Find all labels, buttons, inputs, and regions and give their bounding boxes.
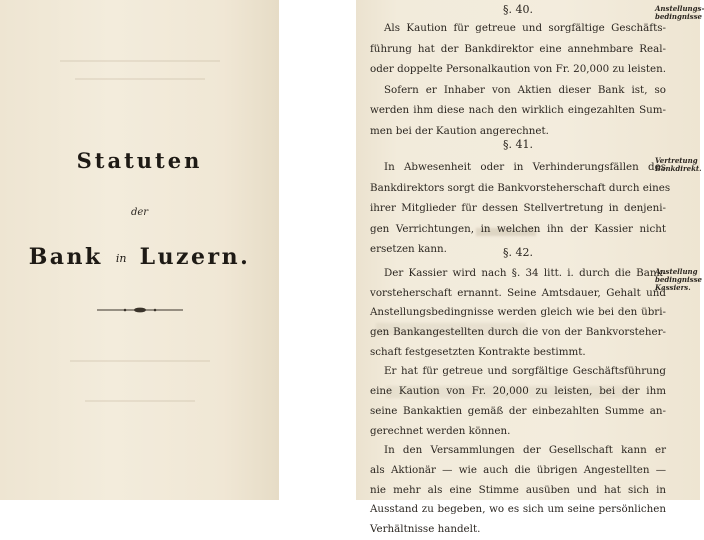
text-line: gen Bankangestellten durch die von der Bankvorsteher- [370, 326, 666, 339]
title-page [0, 0, 279, 500]
text-line: seine Bankaktien gemäß der einbezahlten Summe an- [370, 404, 666, 417]
ornament-rule [95, 305, 185, 315]
paragraph [370, 264, 666, 362]
section-heading-41: §. 41. [503, 138, 533, 151]
title-bank-in-luzern [0, 244, 279, 270]
bleed-through-line [70, 360, 210, 362]
text-line: eine Kaution von Fr. 20,000 zu leisten, bei der ihm [370, 385, 666, 398]
bleed-through-line [60, 60, 220, 62]
paragraph [370, 18, 666, 80]
text-line: führung hat der Bankdirektor eine annehmbare Real- [370, 42, 666, 55]
paragraph [370, 362, 666, 441]
text-line: Ausstand zu begeben, wo es sich um seine persönlichen [370, 503, 666, 516]
margin-note-line: Vertretung [655, 156, 698, 165]
text-line: Verhältnisse handelt. [370, 522, 481, 535]
paragraph [370, 80, 666, 142]
text-line: werden ihm diese nach den wirklich eingezahlten Sum- [370, 104, 666, 116]
text-line: In den Versammlungen der Gesellschaft kann er [384, 444, 666, 457]
margin-note-line: bedingnisse [655, 12, 702, 21]
title-in: in [115, 252, 127, 265]
text-line: Als Kaution für getreue und sorgfältige Geschäfts- [384, 22, 666, 34]
title-statuten: Statuten [76, 148, 203, 173]
bleed-through-line [85, 400, 195, 402]
margin-note-line: bedingnisse [655, 275, 702, 284]
text-line: men bei der Kaution angerechnet. [370, 124, 549, 137]
text-line: Der Kassier wird nach §. 34 litt. i. durch die Bank- [384, 267, 666, 279]
text-line: schaft festgesetzten Kontrakte bestimmt. [370, 345, 586, 358]
section-heading-42: §. 42. [503, 246, 533, 259]
section-body-42 [370, 264, 666, 540]
text-line: Anstellungsbedingnisse werden gleich wie bei den übri- [370, 306, 666, 319]
text-line: In Abwesenheit oder in Verhinderungsfällen des [384, 161, 666, 173]
text-line: Er hat für getreue und sorgfältige Geschäftsführung [384, 365, 666, 378]
text-line: oder doppelte Personalkaution von Fr. 20,000 zu leisten. [370, 63, 666, 75]
margin-note-line: Kassiers. [655, 283, 691, 292]
margin-note-line: Anstellung [655, 267, 698, 276]
paragraph [370, 441, 666, 539]
text-line: Sofern er Inhaber von Aktien dieser Bank ist, so [384, 83, 666, 96]
title-city: Luzern. [139, 244, 251, 270]
text-line: gerechnet werden können. [370, 424, 511, 437]
text-line: als Aktionär — wie auch die übrigen Angestellten — [370, 463, 666, 476]
text-line: Bankdirektors sorgt die Bankvorsteherschaft durch eines [370, 181, 671, 194]
text-line: ihrer Mitglieder für dessen Stellvertretung in denjeni- [370, 202, 666, 214]
statute-page [356, 0, 704, 535]
section-body-40 [370, 18, 666, 141]
section-heading-40: §. 40. [503, 3, 533, 16]
text-line: ersetzen kann. [370, 243, 447, 255]
title-der: der [130, 207, 149, 218]
margin-note-line: Bankdirekt. [655, 164, 702, 173]
text-line: vorsteherschaft ernannt. Seine Amtsdauer, Gehalt und [370, 286, 666, 299]
title-bank: Bank [28, 244, 103, 270]
margin-note-line: Anstellungs- [655, 4, 704, 13]
bleed-through-line [75, 78, 205, 80]
text-line: nie mehr als eine Stimme ausüben und hat sich in [370, 483, 666, 496]
text-line: gen Verrichtungen, in welchen ihn der Kassier nicht [370, 222, 666, 235]
